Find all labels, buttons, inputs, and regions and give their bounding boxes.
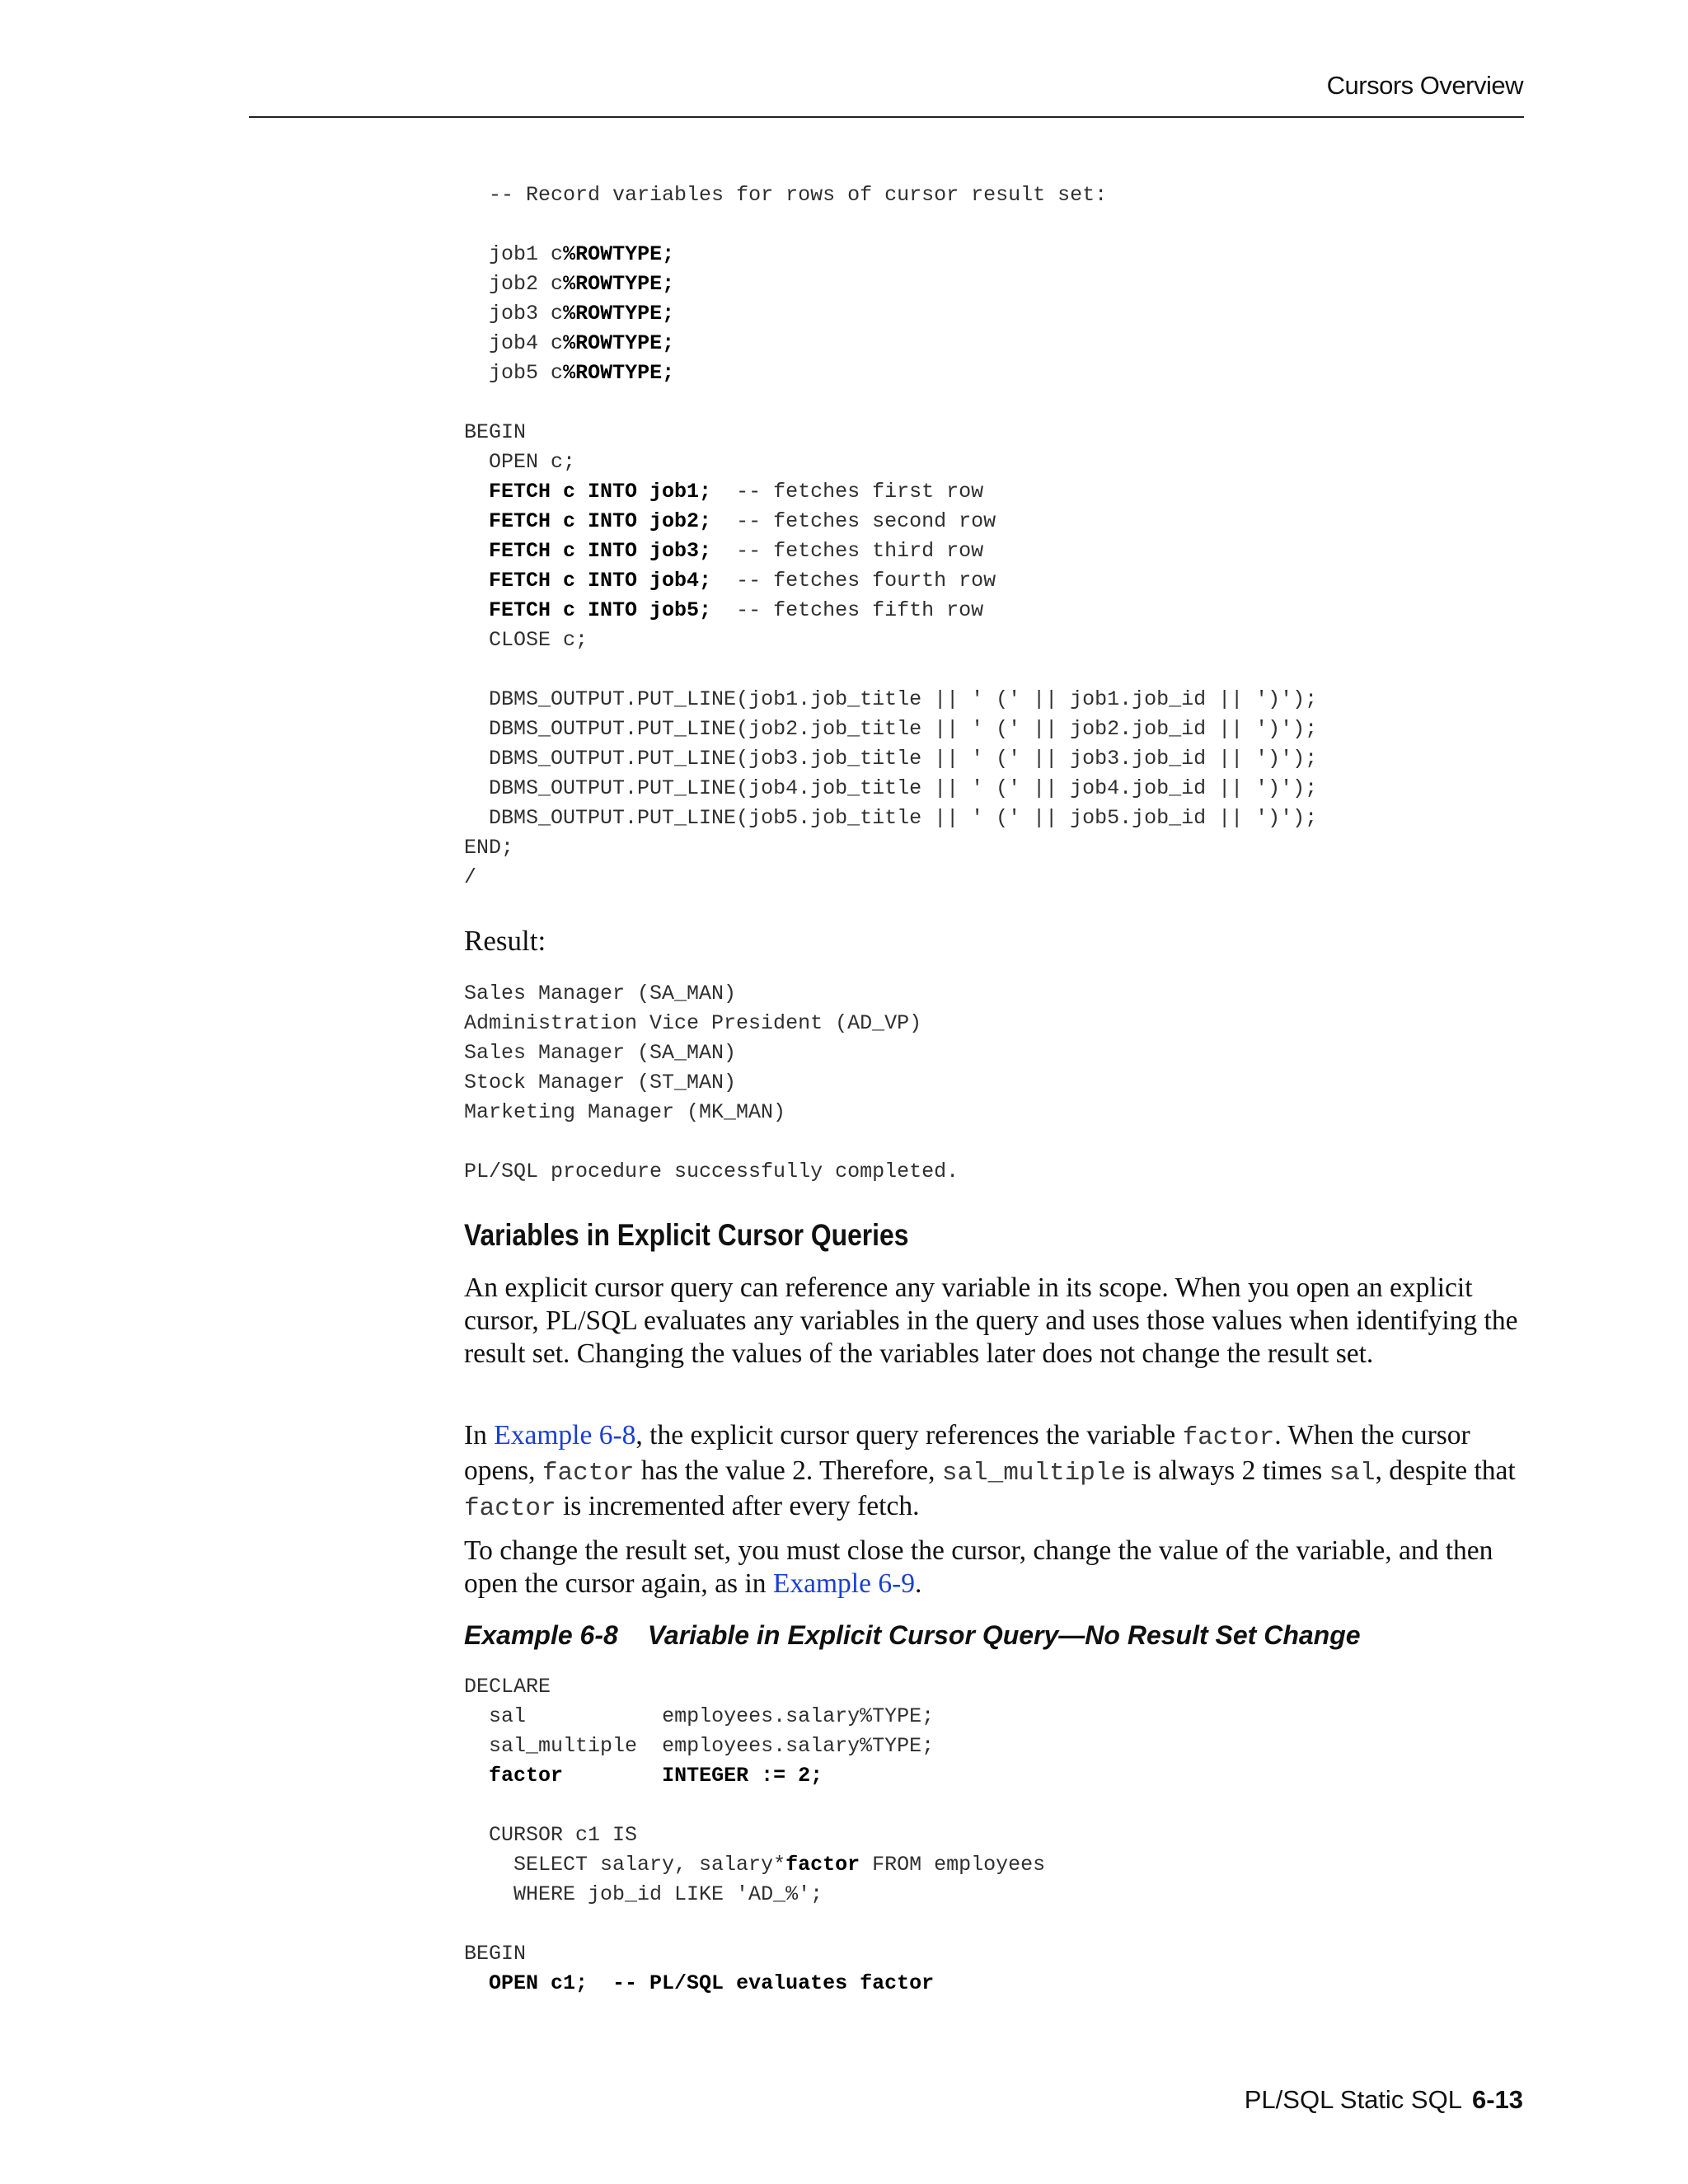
example-6-9-link[interactable]: Example 6-9: [772, 1568, 916, 1599]
paragraph-example-explanation: In Example 6-8, the explicit cursor query references the variable factor. When the cursor opens, factor has the value 2. Therefore, sal_multiple is always 2 times sal, despite that factor is incremented after every fetch.: [464, 1420, 1516, 1523]
page-footer: PL/SQL Static SQL 6-13: [1244, 2085, 1523, 2114]
code-block-example-6-8: DECLARE sal employees.salary%TYPE; sal_multiple employees.salary%TYPE; factor INTEGER := 2; CURSOR c1 IS SELECT salary, salary*factor FROM employees WHERE job_id LIKE 'AD_%'; BEGIN OPEN c1; -- PL/SQL evaluates factor: [464, 1675, 1046, 1995]
result-label: Result:: [464, 925, 546, 957]
example-title: Example 6-8 Variable in Explicit Cursor Query—No Result Set Change: [464, 1620, 1361, 1650]
running-header: Cursors Overview: [1326, 71, 1523, 100]
code-comment: -- Record variables for rows of cursor result set:: [489, 183, 1108, 207]
header-rule: [249, 116, 1524, 118]
page-number: 6-13: [1471, 2085, 1523, 2114]
code-block-result: Sales Manager (SA_MAN) Administration Vice President (AD_VP) Sales Manager (SA_MAN) Stock Manager (ST_MAN) Marketing Manager (MK_MAN) PL/SQL procedure successfully completed.: [464, 982, 959, 1183]
paragraph-change-result-set: To change the result set, you must close the cursor, change the value of the variable, and then open the cursor again, as in Example 6-9.: [464, 1535, 1493, 1599]
example-6-8-link[interactable]: Example 6-8: [494, 1420, 636, 1451]
section-heading: Variables in Explicit Cursor Queries: [464, 1218, 909, 1252]
paragraph-intro: An explicit cursor query can reference any variable in its scope. When you open an explicit cursor, PL/SQL evaluates any variables in the query and uses those values when identifying the result set. Changing the values of the variables later does not change the result set.: [464, 1272, 1518, 1369]
code-block-cursor-fetch: -- Record variables for rows of cursor result set: job1 c%ROWTYPE; job2 c%ROWTYPE; job3 c%ROWTYPE; job4 c%ROWTYPE; job5 c%ROWTYPE; BEGIN OPEN c; FETCH c INTO job1; -- fetches first row FETCH c INTO job2; -- fetches second row FETCH c INTO job3; -- fetches third row FETCH c INTO job4; -- fetches fourth row FETCH c INTO job5; -- fetches fifth row CLOSE c; DBMS_OUTPUT.PUT_LINE(job1.job_title || ' (' || job1.job_id || ')'); DBMS_OUTPUT.PUT_LINE(job2.job_title || ' (' || job2.job_id || ')'); DBMS_OUTPUT.PUT_LINE(job3.job_title || ' (' || job3.job_id || ')'); DBMS_OUTPUT.PUT_LINE(job4.job_title || ' (' || job4.job_id || ')'); DBMS_OUTPUT.PUT_LINE(job5.job_title || ' (' || job5.job_id || ')'); END; /: [464, 183, 1318, 889]
